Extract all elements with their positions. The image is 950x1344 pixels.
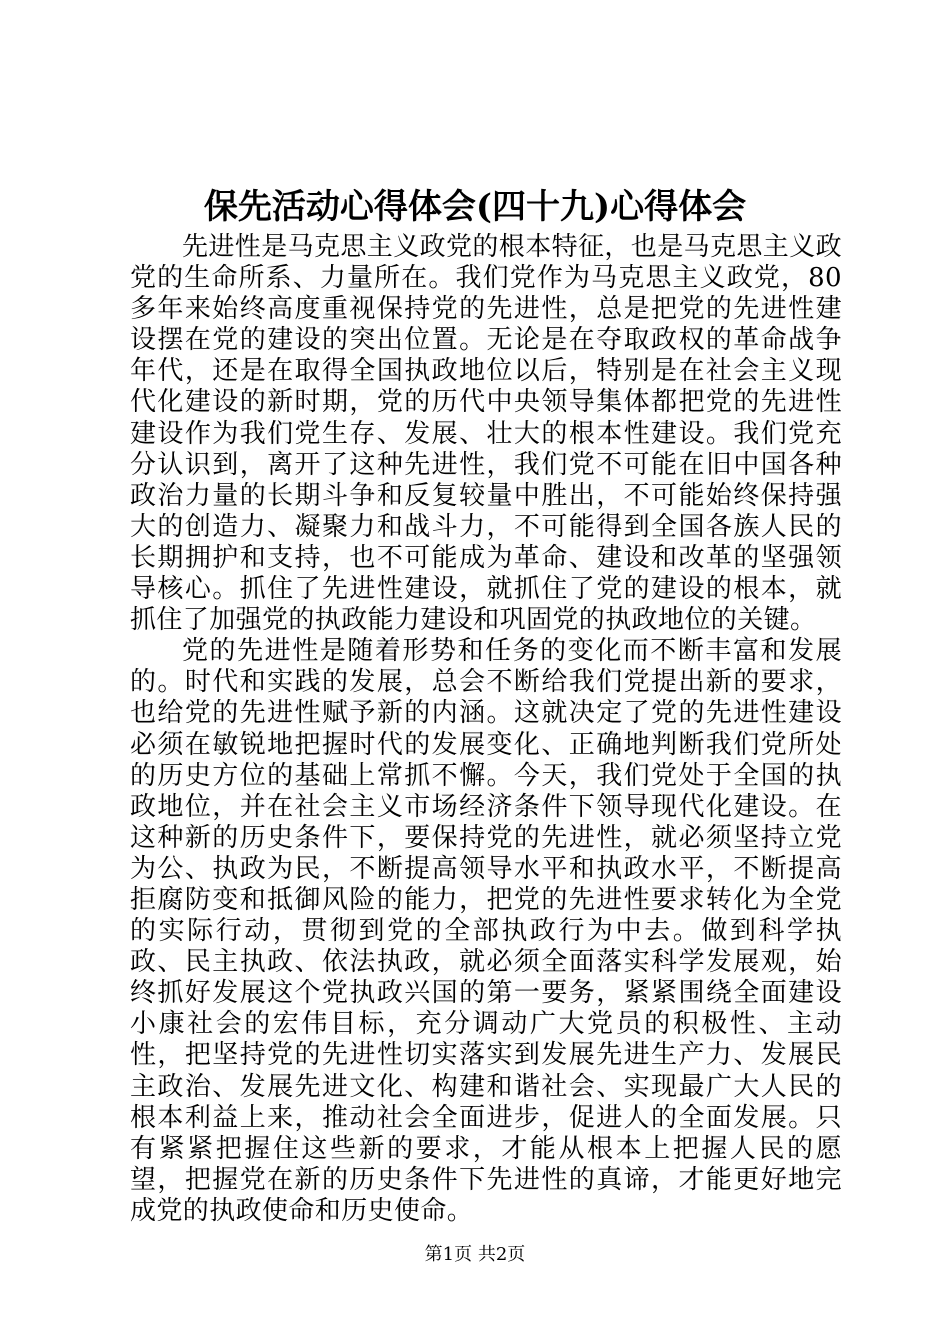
page-number-footer: 第1页 共2页 <box>424 1244 526 1265</box>
paragraph-2: 党的先进性是随着形势和任务的变化而不断丰富和发展的。时代和实践的发展，总会不断给我们党提出新的要求，也给党的先进性赋予新的内涵。这就决定了党的先进性建设必须在敏锐地把握时代的发展变化、正确地判断我们党所处的历史方位的基础上常抓不懈。今天，我们党处于全国的执政地位，并在社会主义市场经济条件下领导现代化建设。在这种新的历史条件下，要保持党的先进性，就必须坚持立党为公、执政为民，不断提高领导水平和执政水平，不断提高拒腐防变和抵御风险的能力，把党的先进性要求转化为全党的实际行动，贯彻到党的全部执政行为中去。做到科学执政、民主执政、依法执政，就必须全面落实科学发展观，始终抓好发展这个党执政兴国的第一要务，紧紧围绕全面建设小康社会的宏伟目标，充分调动广大党员的积极性、主动性，把坚持党的先进性切实落实到发展先进生产力、发展民主政治、发展先进文化、构建和谐社会、实现最广大人民的根本利益上来，推动社会全面进步，促进人的全面发展。只有紧紧把握住这些新的要求，才能从根本上把握人民的愿望，把握党在新的历史条件下先进性的真谛，才能更好地完成党的执政使命和历史使命。 <box>130 636 842 1226</box>
paragraph-1: 先进性是马克思主义政党的根本特征，也是马克思主义政党的生命所系、力量所在。我们党作为马克思主义政党，80多年来始终高度重视保持党的先进性，总是把党的先进性建设摆在党的建设的突出位置。无论是在夺取政权的革命战争年代，还是在取得全国执政地位以后，特别是在社会主义现代化建设的新时期，党的历代中央领导集体都把党的先进性建设作为我们党生存、发展、壮大的根本性建设。我们党充分认识到，离开了这种先进性，我们党不可能在旧中国各种政治力量的长期斗争和反复较量中胜出，不可能始终保持强大的创造力、凝聚力和战斗力，不可能得到全国各族人民的长期拥护和支持，也不可能成为革命、建设和改革的坚强领导核心。抓住了先进性建设，就抓住了党的建设的根本，就抓住了加强党的执政能力建设和巩固党的执政地位的关键。 <box>130 232 843 636</box>
document-title: 保先活动心得体会(四十九)心得体会 <box>203 187 747 227</box>
document-body <box>130 232 842 1227</box>
